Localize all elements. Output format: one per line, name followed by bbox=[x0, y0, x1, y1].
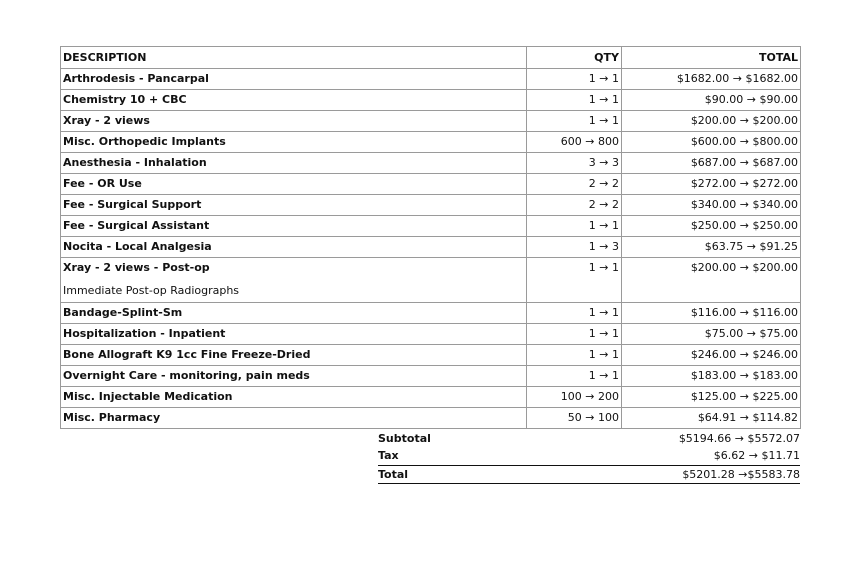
table-row bbox=[61, 345, 801, 366]
item-total: $64.91 → $114.82 bbox=[622, 408, 801, 429]
table-row bbox=[61, 90, 801, 111]
item-total: $600.00 → $800.00 bbox=[622, 132, 801, 153]
item-total: $63.75 → $91.25 bbox=[622, 237, 801, 258]
header-description: DESCRIPTION bbox=[61, 47, 527, 69]
table-row bbox=[61, 111, 801, 132]
subtotal-label: Subtotal bbox=[378, 432, 431, 445]
table-row bbox=[61, 366, 801, 387]
invoice-table bbox=[60, 46, 801, 429]
table-row bbox=[61, 132, 801, 153]
tax-label: Tax bbox=[378, 449, 399, 462]
total-row bbox=[378, 465, 800, 484]
table-row bbox=[61, 174, 801, 195]
totals-summary bbox=[378, 430, 800, 484]
item-qty: 1 → 1 bbox=[527, 303, 622, 324]
item-description: Bandage-Splint-Sm bbox=[61, 303, 527, 324]
table-row bbox=[61, 258, 801, 303]
item-description: Fee - Surgical Assistant bbox=[61, 216, 527, 237]
table-row bbox=[61, 153, 801, 174]
item-description: Bone Allograft K9 1cc Fine Freeze-Dried bbox=[61, 345, 527, 366]
item-qty: 1 → 1 bbox=[527, 345, 622, 366]
table-row bbox=[61, 408, 801, 429]
item-qty: 1 → 1 bbox=[527, 111, 622, 132]
item-total: $200.00 → $200.00 bbox=[622, 111, 801, 132]
item-qty: 1 → 1 bbox=[527, 366, 622, 387]
item-qty: 1 → 1 bbox=[527, 69, 622, 90]
item-description-cell bbox=[61, 258, 527, 303]
item-total: $340.00 → $340.00 bbox=[622, 195, 801, 216]
item-qty: 2 → 2 bbox=[527, 174, 622, 195]
total-value: $5201.28 →$5583.78 bbox=[682, 468, 800, 481]
item-description: Anesthesia - Inhalation bbox=[61, 153, 527, 174]
item-total: $246.00 → $246.00 bbox=[622, 345, 801, 366]
item-description: Xray - 2 views - Post-op bbox=[63, 261, 210, 274]
item-qty: 2 → 2 bbox=[527, 195, 622, 216]
item-description: Hospitalization - Inpatient bbox=[61, 324, 527, 345]
item-description: Misc. Orthopedic Implants bbox=[61, 132, 527, 153]
item-qty: 600 → 800 bbox=[527, 132, 622, 153]
item-description: Nocita - Local Analgesia bbox=[61, 237, 527, 258]
subtotal-row bbox=[378, 430, 800, 447]
item-note: Immediate Post-op Radiographs bbox=[63, 284, 240, 297]
table-row bbox=[61, 69, 801, 90]
item-description: Misc. Pharmacy bbox=[61, 408, 527, 429]
table-row bbox=[61, 195, 801, 216]
table-row bbox=[61, 387, 801, 408]
item-description: Fee - OR Use bbox=[61, 174, 527, 195]
item-qty: 50 → 100 bbox=[527, 408, 622, 429]
table-row bbox=[61, 237, 801, 258]
item-description: Fee - Surgical Support bbox=[61, 195, 527, 216]
tax-value: $6.62 → $11.71 bbox=[713, 449, 800, 462]
item-qty: 1 → 1 bbox=[527, 324, 622, 345]
item-total: $116.00 → $116.00 bbox=[622, 303, 801, 324]
item-qty: 1 → 1 bbox=[527, 258, 622, 303]
tax-row bbox=[378, 447, 800, 464]
item-total: $75.00 → $75.00 bbox=[622, 324, 801, 345]
item-description: Chemistry 10 + CBC bbox=[61, 90, 527, 111]
item-qty: 3 → 3 bbox=[527, 153, 622, 174]
table-row bbox=[61, 303, 801, 324]
table-row bbox=[61, 324, 801, 345]
item-qty: 1 → 1 bbox=[527, 216, 622, 237]
item-total: $183.00 → $183.00 bbox=[622, 366, 801, 387]
total-label: Total bbox=[378, 468, 409, 481]
item-total: $250.00 → $250.00 bbox=[622, 216, 801, 237]
item-description: Overnight Care - monitoring, pain meds bbox=[61, 366, 527, 387]
item-total: $200.00 → $200.00 bbox=[622, 258, 801, 303]
item-description: Misc. Injectable Medication bbox=[61, 387, 527, 408]
header-qty: QTY bbox=[527, 47, 622, 69]
table-row bbox=[61, 216, 801, 237]
item-total: $90.00 → $90.00 bbox=[622, 90, 801, 111]
table-header-row bbox=[61, 47, 801, 69]
item-total: $687.00 → $687.00 bbox=[622, 153, 801, 174]
item-total: $272.00 → $272.00 bbox=[622, 174, 801, 195]
item-total: $125.00 → $225.00 bbox=[622, 387, 801, 408]
header-total: TOTAL bbox=[622, 47, 801, 69]
item-qty: 100 → 200 bbox=[527, 387, 622, 408]
subtotal-value: $5194.66 → $5572.07 bbox=[678, 432, 800, 445]
item-description: Arthrodesis - Pancarpal bbox=[61, 69, 527, 90]
item-total: $1682.00 → $1682.00 bbox=[622, 69, 801, 90]
item-description: Xray - 2 views bbox=[61, 111, 527, 132]
item-qty: 1 → 3 bbox=[527, 237, 622, 258]
item-qty: 1 → 1 bbox=[527, 90, 622, 111]
